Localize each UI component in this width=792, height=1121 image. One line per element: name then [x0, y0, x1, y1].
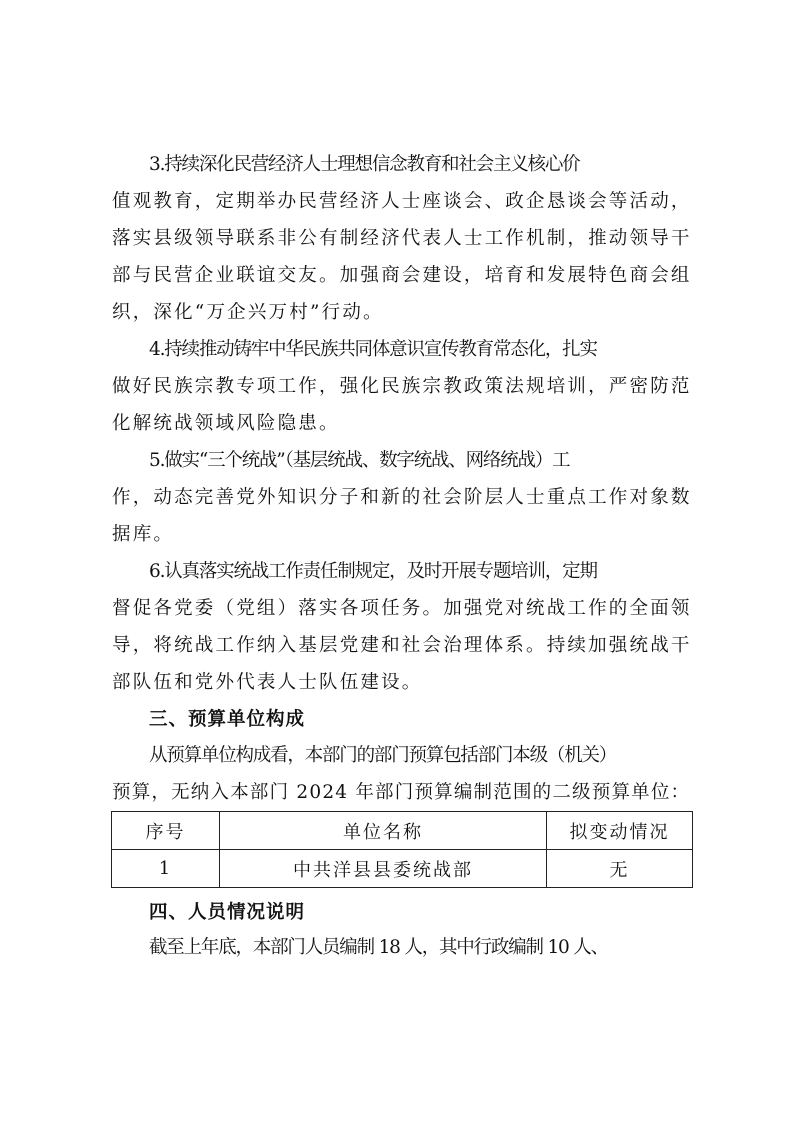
- text-line: 截至上年底，本部门人员编制 18 人，其中行政编制 10 人、: [149, 937, 608, 958]
- text-line: 织，深化“万企兴万村”行动。: [112, 302, 384, 323]
- text-line: 据库。: [112, 524, 175, 545]
- text-line: 3.持续深化民营经济人士理想信念教育和社会主义核心价: [149, 154, 580, 175]
- column-header-change: 拟变动情况: [547, 812, 693, 850]
- paragraph-item-4: [112, 331, 692, 442]
- text-line: 作，动态完善党外知识分子和新的社会阶层人士重点工作对象数: [112, 487, 692, 508]
- section-heading-budget-units: 三、预算单位构成: [149, 709, 306, 730]
- text-line: 6.认真落实统战工作责任制规定，及时开展专题培训，定期: [149, 561, 597, 582]
- paragraph-item-6: [112, 553, 692, 701]
- paragraph-staff-intro: [112, 929, 692, 966]
- paragraph-item-5: [112, 442, 692, 553]
- text-line: 落实县级领导联系非公有制经济代表人士工作机制，推动领导干: [112, 228, 692, 249]
- text-line: 导，将统战工作纳入基层党建和社会治理体系。持续加强统战干: [112, 635, 692, 656]
- column-header-unit-name: 单位名称: [220, 812, 547, 850]
- text-line: 督促各党委（党组）落实各项任务。加强党对统战工作的全面领: [112, 598, 692, 619]
- text-line: 值观教育，定期举办民营经济人士座谈会、政企恳谈会等活动，: [112, 191, 692, 212]
- table-header-row: [112, 812, 693, 850]
- text-line: 部队伍和党外代表人士队伍建设。: [112, 672, 423, 693]
- column-header-index: 序号: [112, 812, 220, 850]
- section-heading-staff: 四、人员情况说明: [149, 902, 306, 923]
- text-line: 化解统战领域风险隐患。: [112, 413, 340, 434]
- text-line: 从预算单位构成看，本部门的部门预算包括部门本级（机关）: [149, 745, 617, 766]
- text-line: 5.做实“三个统战”（基层统战、数字统战、网络统战）工: [149, 450, 570, 471]
- text-line: 做好民族宗教专项工作，强化民族宗教政策法规培训，严密防范: [112, 376, 692, 397]
- table-cell: 无: [547, 850, 693, 888]
- paragraph-item-3: [112, 146, 692, 331]
- table-cell: 中共洋县县委统战部: [220, 850, 547, 888]
- table-row: [112, 850, 693, 888]
- budget-units-table: [111, 811, 693, 888]
- paragraph-budget-intro: [112, 737, 692, 811]
- text-line: 预算，无纳入本部门 2024 年部门预算编制范围的二级预算单位：: [112, 782, 691, 803]
- table-cell: 1: [112, 850, 220, 888]
- text-line: 部与民营企业联谊交友。加强商会建设，培育和发展特色商会组: [112, 265, 692, 286]
- text-line: 4.持续推动铸牢中华民族共同体意识宣传教育常态化，扎实: [149, 339, 597, 360]
